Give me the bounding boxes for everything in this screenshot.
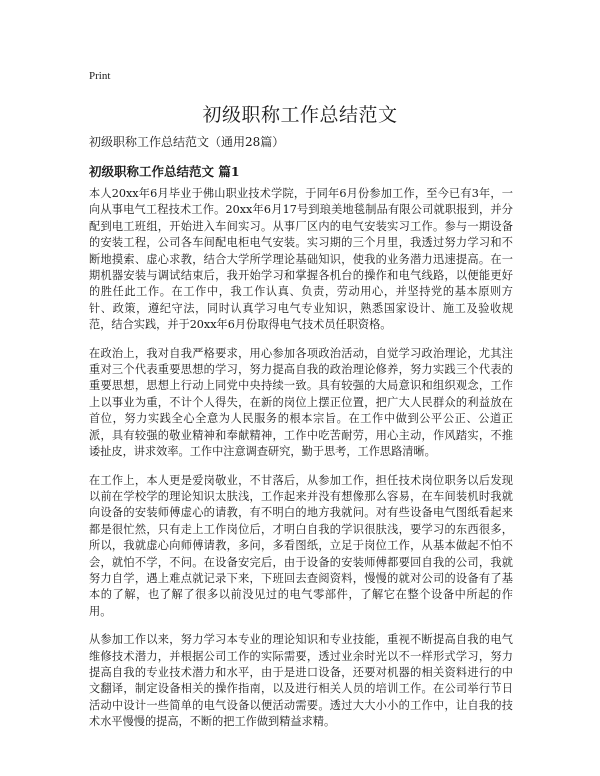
paragraph: 本人20xx年6月毕业于佛山职业技术学院，于同年6月份参加工作，至今已有3年，一向从事电气工程技术工作。20xx年6月17号到琅美地毯制品有限公司就职报到，并分配到电工班组，开始进入车间实习。从事厂区内的电气安装实习工作。参与一期设备的安装工程，公司各车间配电柜电气安装。实习期的三个月里，我透过努力学习和不断地摸索、虚心求教，结合大学所学理论基础知识，使我的业务潜力迅速提高。在一期机器安装与调试结束后，我开始学习和掌握各机台的操作和电气线路，以便能更好的胜任此工作。在工作中，我工作认真、负责，劳动用心，并坚持党的基本原则方针、政策，遵纪守法，同时认真学习电气专业知识，熟悉国家设计、施工及验收规范，结合实践，并于20xx年6月份取得电气技术员任职资格。 bbox=[89, 187, 513, 332]
paragraph: 从参加工作以来，努力学习本专业的理论知识和专业技能，重视不断提高自我的电气维修技术潜力，并根据公司工作的实际需要，透过业余时光以不一样形式学习，努力提高自我的专业技术潜力和水平，由于是进口设备，还要对机器的相关资料进行的中文翻译，制定设备相关的操作指南，以及进行相关人员的培训工作。在公司举行节日活动中设计一些简单的电气设备以便活动需要。透过大大小小的工作中，让自我的技术水平慢慢的提高，不断的把工作做到精益求精。 bbox=[89, 633, 513, 729]
page-title: 初级职称工作总结范文 bbox=[202, 104, 398, 126]
print-link[interactable]: Print bbox=[89, 70, 111, 82]
section-heading: 初级职称工作总结范文 篇1 bbox=[89, 164, 240, 179]
article-body bbox=[89, 186, 513, 743]
paragraph: 在工作上，本人更是爱岗敬业，不甘落后，从参加工作，担任技术岗位职务以后发现以前在学校学的理论知识太肤浅，工作起来并没有想像那么容易，在车间装机时我就向设备的安装师傅虚心的请教，有不明白的地方我就问。对有些设备电气图纸看起来都是很忙然，只有走上工作岗位后，才明白自我的学识很肤浅，要学习的东西很多，所以，我就虚心向师傅请教，多问，多看图纸，立足于岗位工作，从基本做起不怕不会，就怕不学，不问。在设备安完后，由于设备的安装师傅都要回自我的公司，我就努力自学，遇上难点就记录下来，下班回去查阅资料，慢慢的就对公司的设备有了基本的了解，也了解了很多以前没见过的电气零部件，了解它在整个设备中所起的作用。 bbox=[89, 473, 513, 618]
document-subtitle: 初级职称工作总结范文（通用28篇） bbox=[89, 135, 285, 149]
paragraph: 在政治上，我对自我严格要求，用心参加各项政治活动，自觉学习政治理论，尤其注重对三个代表重要思想的学习，努力提高自我的政治理论修养，努力实践三个代表的重要思想，思想上行动上同党中央持续一致。具有较强的大局意识和组织观念，工作上以事业为重，不计个人得失，在新的岗位上摆正位置，把广大人民群众的利益放在首位，努力实践全心全意为人民服务的根本宗旨。在工作中做到公平公正、公道正派，具有较强的敬业精神和奉献精神，工作中吃苦耐劳，用心主动，作风踏实，不推诿扯皮，讲求效率。工作中注意调查研究，勤于思考，工作思路清晰。 bbox=[89, 346, 513, 459]
